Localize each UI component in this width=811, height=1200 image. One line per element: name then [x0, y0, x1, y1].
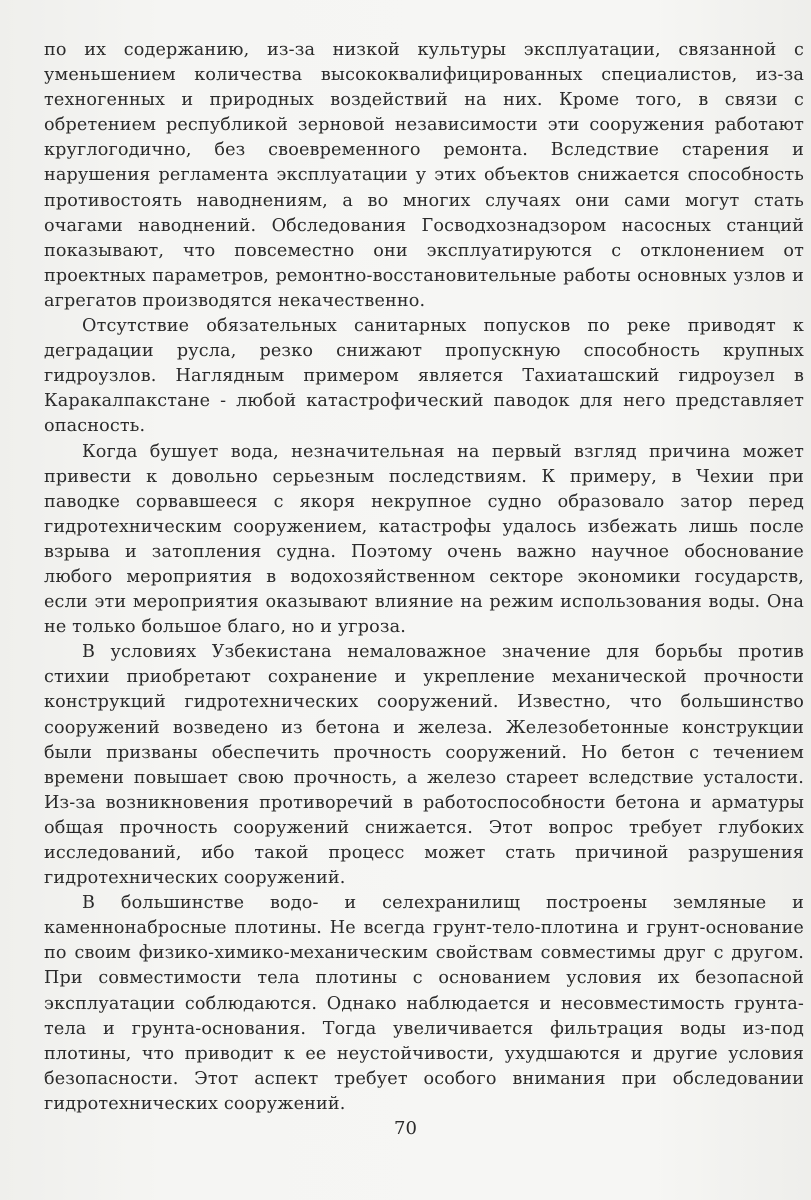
- paragraph-uzbekistan-structures: В условиях Узбекистана немаловажное значение для борьбы против стихии приобретают сохранение и укрепление механической прочности конструкций гидротехнических сооружений. Известно, что большинство сооружений возведено из бетона и железа. Железобетонные конструкции были призваны обеспечить прочность сооружений. Но бетон с течением времени повышает свою прочность, а железо стареет вследствие усталости. Из-за возникновения противоречий в работоспособности бетона и арматуры общая прочность сооружений снижается. Этот вопрос требует глубоких исследований, ибо такой процесс может стать причиной разрушения гидротехнических сооружений.: [44, 642, 804, 889]
- body-text: [44, 38, 804, 1117]
- paragraph-continuation: по их содержанию, из-за низкой культуры эксплуатации, связанной с уменьшением количества высококвалифицированных специалистов, из-за техногенных и природных воздействий на них. Кроме того, в связи с обретением республикой зерновой независимости эти сооружения работают круглогодично, без своевременного ремонта. Вследствие старения и нарушения регламента эксплуатации у этих объектов снижается способность противостоять наводнениям, а во многих случаях они сами могут стать очагами наводнений. Обследования Госводхознадзором насосных станций показывают, что повсеместно они эксплуатируются с отклонением от проектных параметров, ремонтно-восстановительные работы основных узлов и агрегатов производятся некачественно.: [44, 40, 804, 311]
- paragraph-dams: В большинстве водо- и селехранилищ построены земляные и каменнонабросные плотины. Не всегда грунт-тело-плотина и грунт-основание по своим физико-химико-механическим свойствам совместимы друг с другом. При совместимости тела плотины с основанием условия их безопасной эксплуатации соблюдаются. Однако наблюдается и несовместимость грунта-тела и грунта-основания. Тогда увеличивается фильтрация воды из-под плотины, что приводит к ее неустойчивости, ухудшаются и другие условия безопасности. Этот аспект требует особого внимания при обследовании гидротехнических сооружений.: [44, 893, 804, 1114]
- paragraph-sanitary-releases: Отсутствие обязательных санитарных попусков по реке приводят к деградации русла, резко снижают пропускную способность крупных гидроузлов. Наглядным примером является Тахиаташский гидроузел в Каракалпакстане - любой катастрофический паводок для него представляет опасность.: [44, 316, 804, 437]
- page-number: 70: [394, 1118, 417, 1139]
- paragraph-flood-example: Когда бушует вода, незначительная на первый взгляд причина может привести к довольно серьезным последствиям. К примеру, в Чехии при паводке сорвавшееся с якоря некрупное судно образовало затор перед гидротехническим сооружением, катастрофы удалось избежать лишь после взрыва и затопления судна. Поэтому очень важно научное обоснование любого мероприятия в водохозяйственном секторе экономики государств, если эти мероприятия оказывают влияние на режим использования воды. Она не только большое благо, но и угроза.: [44, 441, 804, 638]
